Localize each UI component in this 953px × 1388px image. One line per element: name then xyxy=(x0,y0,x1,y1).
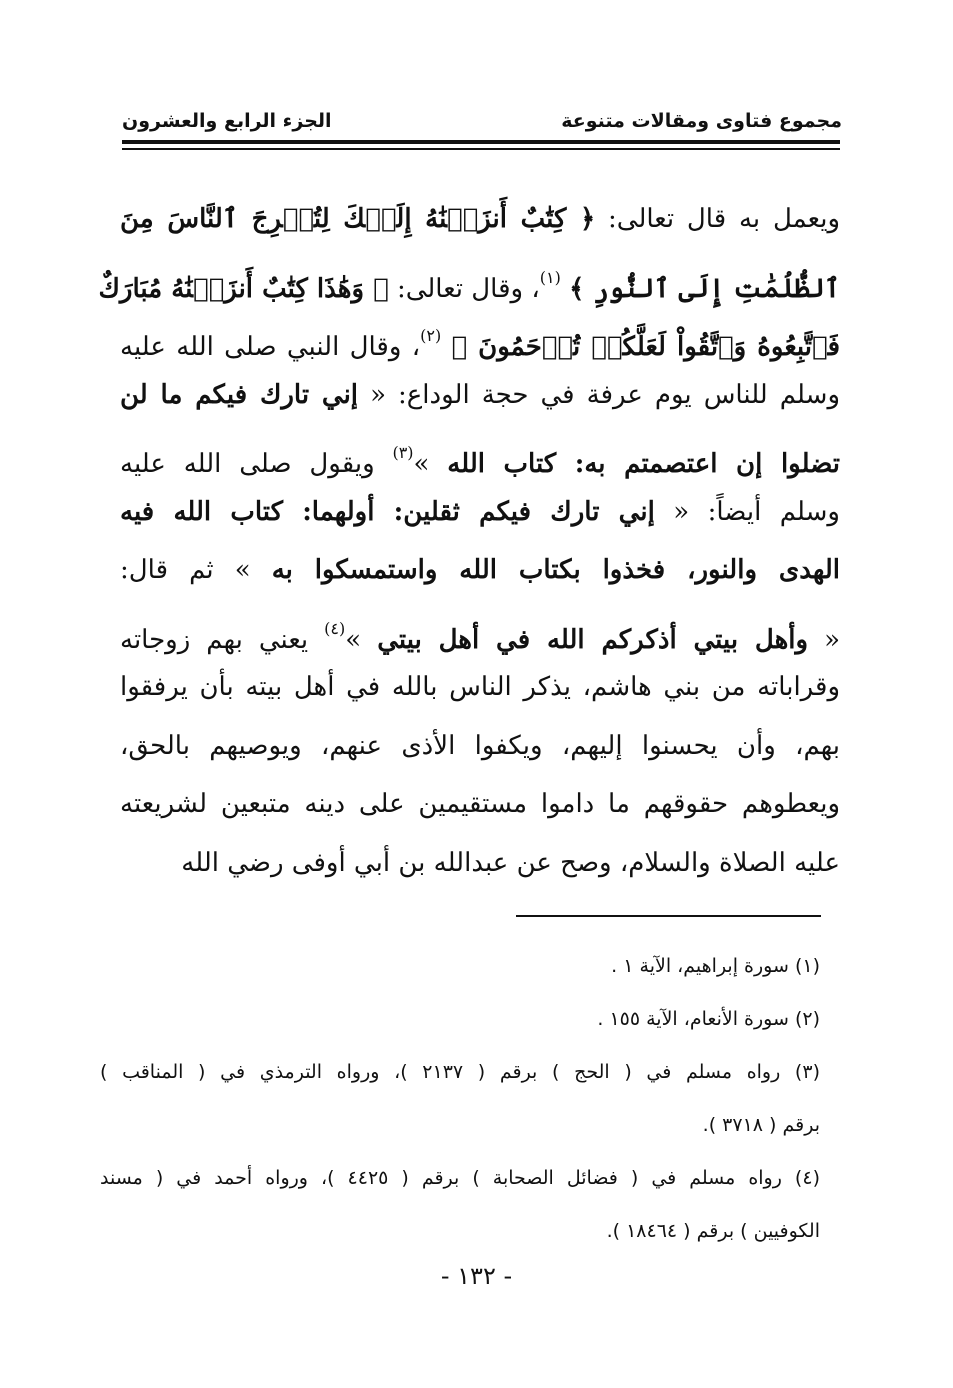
header-rule-thick xyxy=(122,140,840,144)
text-run: ويعمل به قال تعالى: xyxy=(595,204,840,234)
footnotes xyxy=(100,940,820,1258)
footnote-ref-1: (١) xyxy=(539,267,561,287)
running-header xyxy=(122,108,842,138)
text-line-10: بهم، وأن يحسنوا إليهم، ويكفوا الأذى عنهم، ويوصيهم بالحق، xyxy=(120,730,840,761)
footnote-1: (١) سورة إبراهيم، الآية ١ . xyxy=(611,955,820,977)
hadith-text: تضلوا إن اعتصمتم به: كتاب الله xyxy=(447,449,840,479)
footnote-3: (٣) رواه مسلم في ( الحج ) برقم ( ٢١٣٧ )، ورواه الترمذي في ( المناقب ) xyxy=(100,1061,820,1083)
text-line-11: ويعطوهم حقوقهم ما داموا مستقيمين على دينه متبعين لشريعته xyxy=(120,789,840,819)
hadith-text: الهدى والنور، فخذوا بكتاب الله واستمسكوا به xyxy=(271,555,841,585)
footnote-ref-2: (٢) xyxy=(420,326,442,345)
text-line-1 xyxy=(120,190,840,249)
main-text xyxy=(98,190,841,892)
quran-verse: ﴿ وَهَٰذَا كِتَٰبٌ أَنزَلۡنَٰهُ مُبَارَكٌ xyxy=(98,273,389,304)
part-title: الجزء الرابع والعشرون xyxy=(122,110,332,132)
text-line-9: وقراباته من بني هاشم، يذكر الناس بالله في أهل بيته بأن يرفقوا xyxy=(120,672,840,702)
text-line-8 xyxy=(120,600,840,659)
text-run: وسلم أيضاً: « xyxy=(654,496,840,527)
hadith-text: إني تارك فيكم ثقلين: أولهما: كتاب الله فيه xyxy=(120,496,655,527)
text-run: ، وقال تعالى: xyxy=(388,273,540,304)
footnote-4-continued: الكوفيين ) برقم ( ١٨٤٦٤ ). xyxy=(606,1220,820,1242)
footnote-ref-3: (٣) xyxy=(392,443,414,462)
text-run: يعني بهم زوجاته xyxy=(120,624,325,655)
footnote-4: (٤) رواه مسلم في ( فضائل الصحابة ) برقم ( ٤٤٢٥ )، ورواه أحمد في ( مسند xyxy=(100,1167,820,1189)
text-line-7 xyxy=(120,541,840,600)
hadith-text: إني تارك فيكم ما لن xyxy=(120,379,359,410)
header-rule-thin xyxy=(122,148,840,150)
text-line-6 xyxy=(120,483,840,542)
quran-verse: فَٱتَّبِعُوهُ وَٱتَّقُواْ لَعَلَّكُمۡ تُرۡحَمُونَ ﴾ xyxy=(451,332,840,362)
text-run: ، وقال النبي صلى الله عليه xyxy=(120,332,421,362)
text-line-12: عليه الصلاة والسلام، وصح عن عبدالله بن أبي أوفى رضي الله xyxy=(181,847,840,878)
text-run: » xyxy=(345,624,378,655)
book-title: مجموع فتاوى ومقالات متنوعة xyxy=(561,110,842,132)
text-line-3 xyxy=(120,307,840,366)
quran-verse: ﴿ كِتَٰبٌ أَنزَلۡنَٰهُ إِلَيۡكَ لِتُخۡرِجَ ٱلنَّاسَ مِنَ xyxy=(120,204,596,234)
text-run: ويقول صلى الله عليه xyxy=(120,449,393,479)
text-run: وسلم للناس يوم عرفة في حجة الوداع: « xyxy=(358,379,841,410)
footnote-separator xyxy=(516,915,821,917)
footnote-3-continued: برقم ( ٣٧١٨ ). xyxy=(702,1114,820,1136)
hadith-text: وأهل بيتي أذكركم الله في أهل بيتي xyxy=(377,624,809,655)
text-line-2 xyxy=(98,249,840,308)
footnote-ref-4: (٤) xyxy=(324,618,346,638)
text-line-4 xyxy=(120,366,840,425)
text-run: » xyxy=(413,449,448,479)
text-run: « xyxy=(808,624,841,655)
page-number: - ١٣٢ - xyxy=(440,1262,513,1290)
text-line-5 xyxy=(120,424,840,483)
footnote-2: (٢) سورة الأنعام، الآية ١٥٥ . xyxy=(597,1008,820,1030)
quran-verse: ٱلظُّلُمَٰتِ إِلَى ٱلنُّورِ ﴾ xyxy=(569,273,840,304)
text-run: » ثم قال: xyxy=(120,555,272,585)
